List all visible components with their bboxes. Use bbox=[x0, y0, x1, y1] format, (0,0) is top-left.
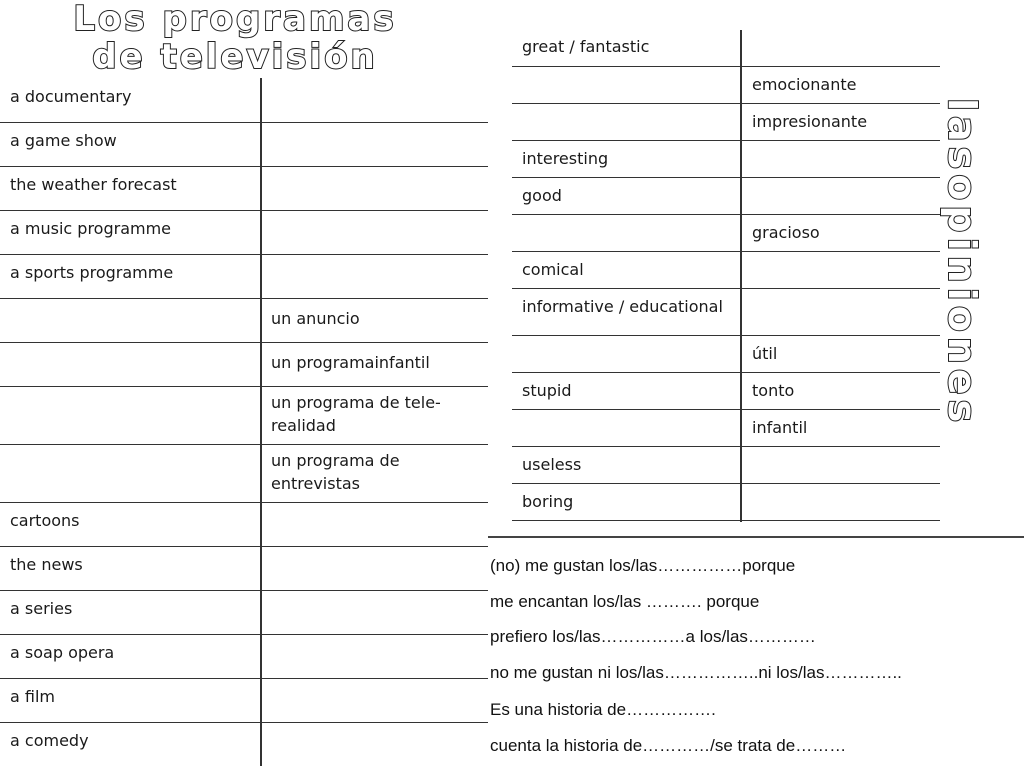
table-row bbox=[512, 372, 940, 410]
english-cell: a sports programme bbox=[10, 263, 174, 282]
english-cell: cartoons bbox=[10, 511, 80, 530]
table-row bbox=[0, 298, 488, 343]
english-cell: great / fantastic bbox=[522, 37, 650, 56]
table-row bbox=[0, 342, 488, 387]
english-cell: useless bbox=[522, 455, 582, 474]
column-divider bbox=[740, 30, 742, 522]
english-cell: a comedy bbox=[10, 731, 89, 750]
table-row bbox=[512, 28, 940, 67]
table-row bbox=[512, 177, 940, 215]
sentence-frame: prefiero los/las……………a los/las………… bbox=[490, 627, 816, 646]
table-row bbox=[0, 254, 488, 299]
spanish-cell: un programa de entrevistas bbox=[271, 451, 400, 493]
table-row bbox=[512, 251, 940, 289]
spanish-cell: impresionante bbox=[752, 112, 868, 131]
english-cell: the news bbox=[10, 555, 83, 574]
english-cell: a series bbox=[10, 599, 73, 618]
sentence-frame: me encantan los/las ………. porque bbox=[490, 592, 760, 611]
spanish-cell: emocionante bbox=[752, 75, 857, 94]
spanish-cell: infantil bbox=[752, 418, 808, 437]
english-cell: a soap opera bbox=[10, 643, 115, 662]
table-row bbox=[512, 446, 940, 484]
english-cell: boring bbox=[522, 492, 574, 511]
sentence-frame: (no) me gustan los/las……………porque bbox=[490, 556, 796, 575]
table-row bbox=[0, 122, 488, 167]
table-row bbox=[0, 444, 488, 503]
spanish-cell: tonto bbox=[752, 381, 795, 400]
title-line-2: de televisión bbox=[92, 37, 378, 77]
table-row bbox=[0, 210, 488, 255]
english-cell: informative / educational bbox=[522, 297, 723, 316]
sentence-frame: cuenta la historia de…………/se trata de……… bbox=[490, 736, 847, 755]
english-cell: good bbox=[522, 186, 562, 205]
spanish-cell: un programa de tele-realidad bbox=[271, 393, 441, 435]
title-line-1: Los programas bbox=[73, 0, 397, 39]
english-cell: comical bbox=[522, 260, 584, 279]
table-row bbox=[0, 678, 488, 723]
table-row bbox=[0, 634, 488, 679]
table-row bbox=[512, 66, 940, 104]
table-row bbox=[512, 288, 940, 336]
table-row bbox=[512, 409, 940, 447]
table-row bbox=[512, 140, 940, 178]
english-cell: the weather forecast bbox=[10, 175, 177, 194]
spanish-cell: útil bbox=[752, 344, 778, 363]
table-row bbox=[0, 386, 488, 445]
english-cell: a music programme bbox=[10, 219, 172, 238]
english-cell: a documentary bbox=[10, 87, 132, 106]
table-row bbox=[512, 214, 940, 252]
sentence-frame: Es una historia de……………. bbox=[490, 700, 716, 719]
english-cell: a film bbox=[10, 687, 55, 706]
table-row bbox=[0, 166, 488, 211]
table-row bbox=[0, 590, 488, 635]
table-row bbox=[512, 103, 940, 141]
english-cell: a game show bbox=[10, 131, 117, 150]
sentence-frame: no me gustan ni los/las……………..ni los/las………….. bbox=[490, 663, 902, 682]
section-divider bbox=[488, 536, 1024, 538]
table-row bbox=[512, 335, 940, 373]
spanish-cell: un anuncio bbox=[271, 309, 360, 328]
english-cell: interesting bbox=[522, 149, 609, 168]
table-row bbox=[0, 502, 488, 547]
column-divider bbox=[260, 78, 262, 766]
table-row bbox=[0, 722, 488, 766]
english-cell: stupid bbox=[522, 381, 572, 400]
spanish-cell: gracioso bbox=[752, 223, 820, 242]
spanish-cell: un programainfantil bbox=[271, 353, 430, 372]
table-row bbox=[0, 78, 488, 123]
table-row bbox=[512, 483, 940, 521]
opinions-side-title: lasopiniones bbox=[940, 98, 984, 428]
table-row bbox=[0, 546, 488, 591]
